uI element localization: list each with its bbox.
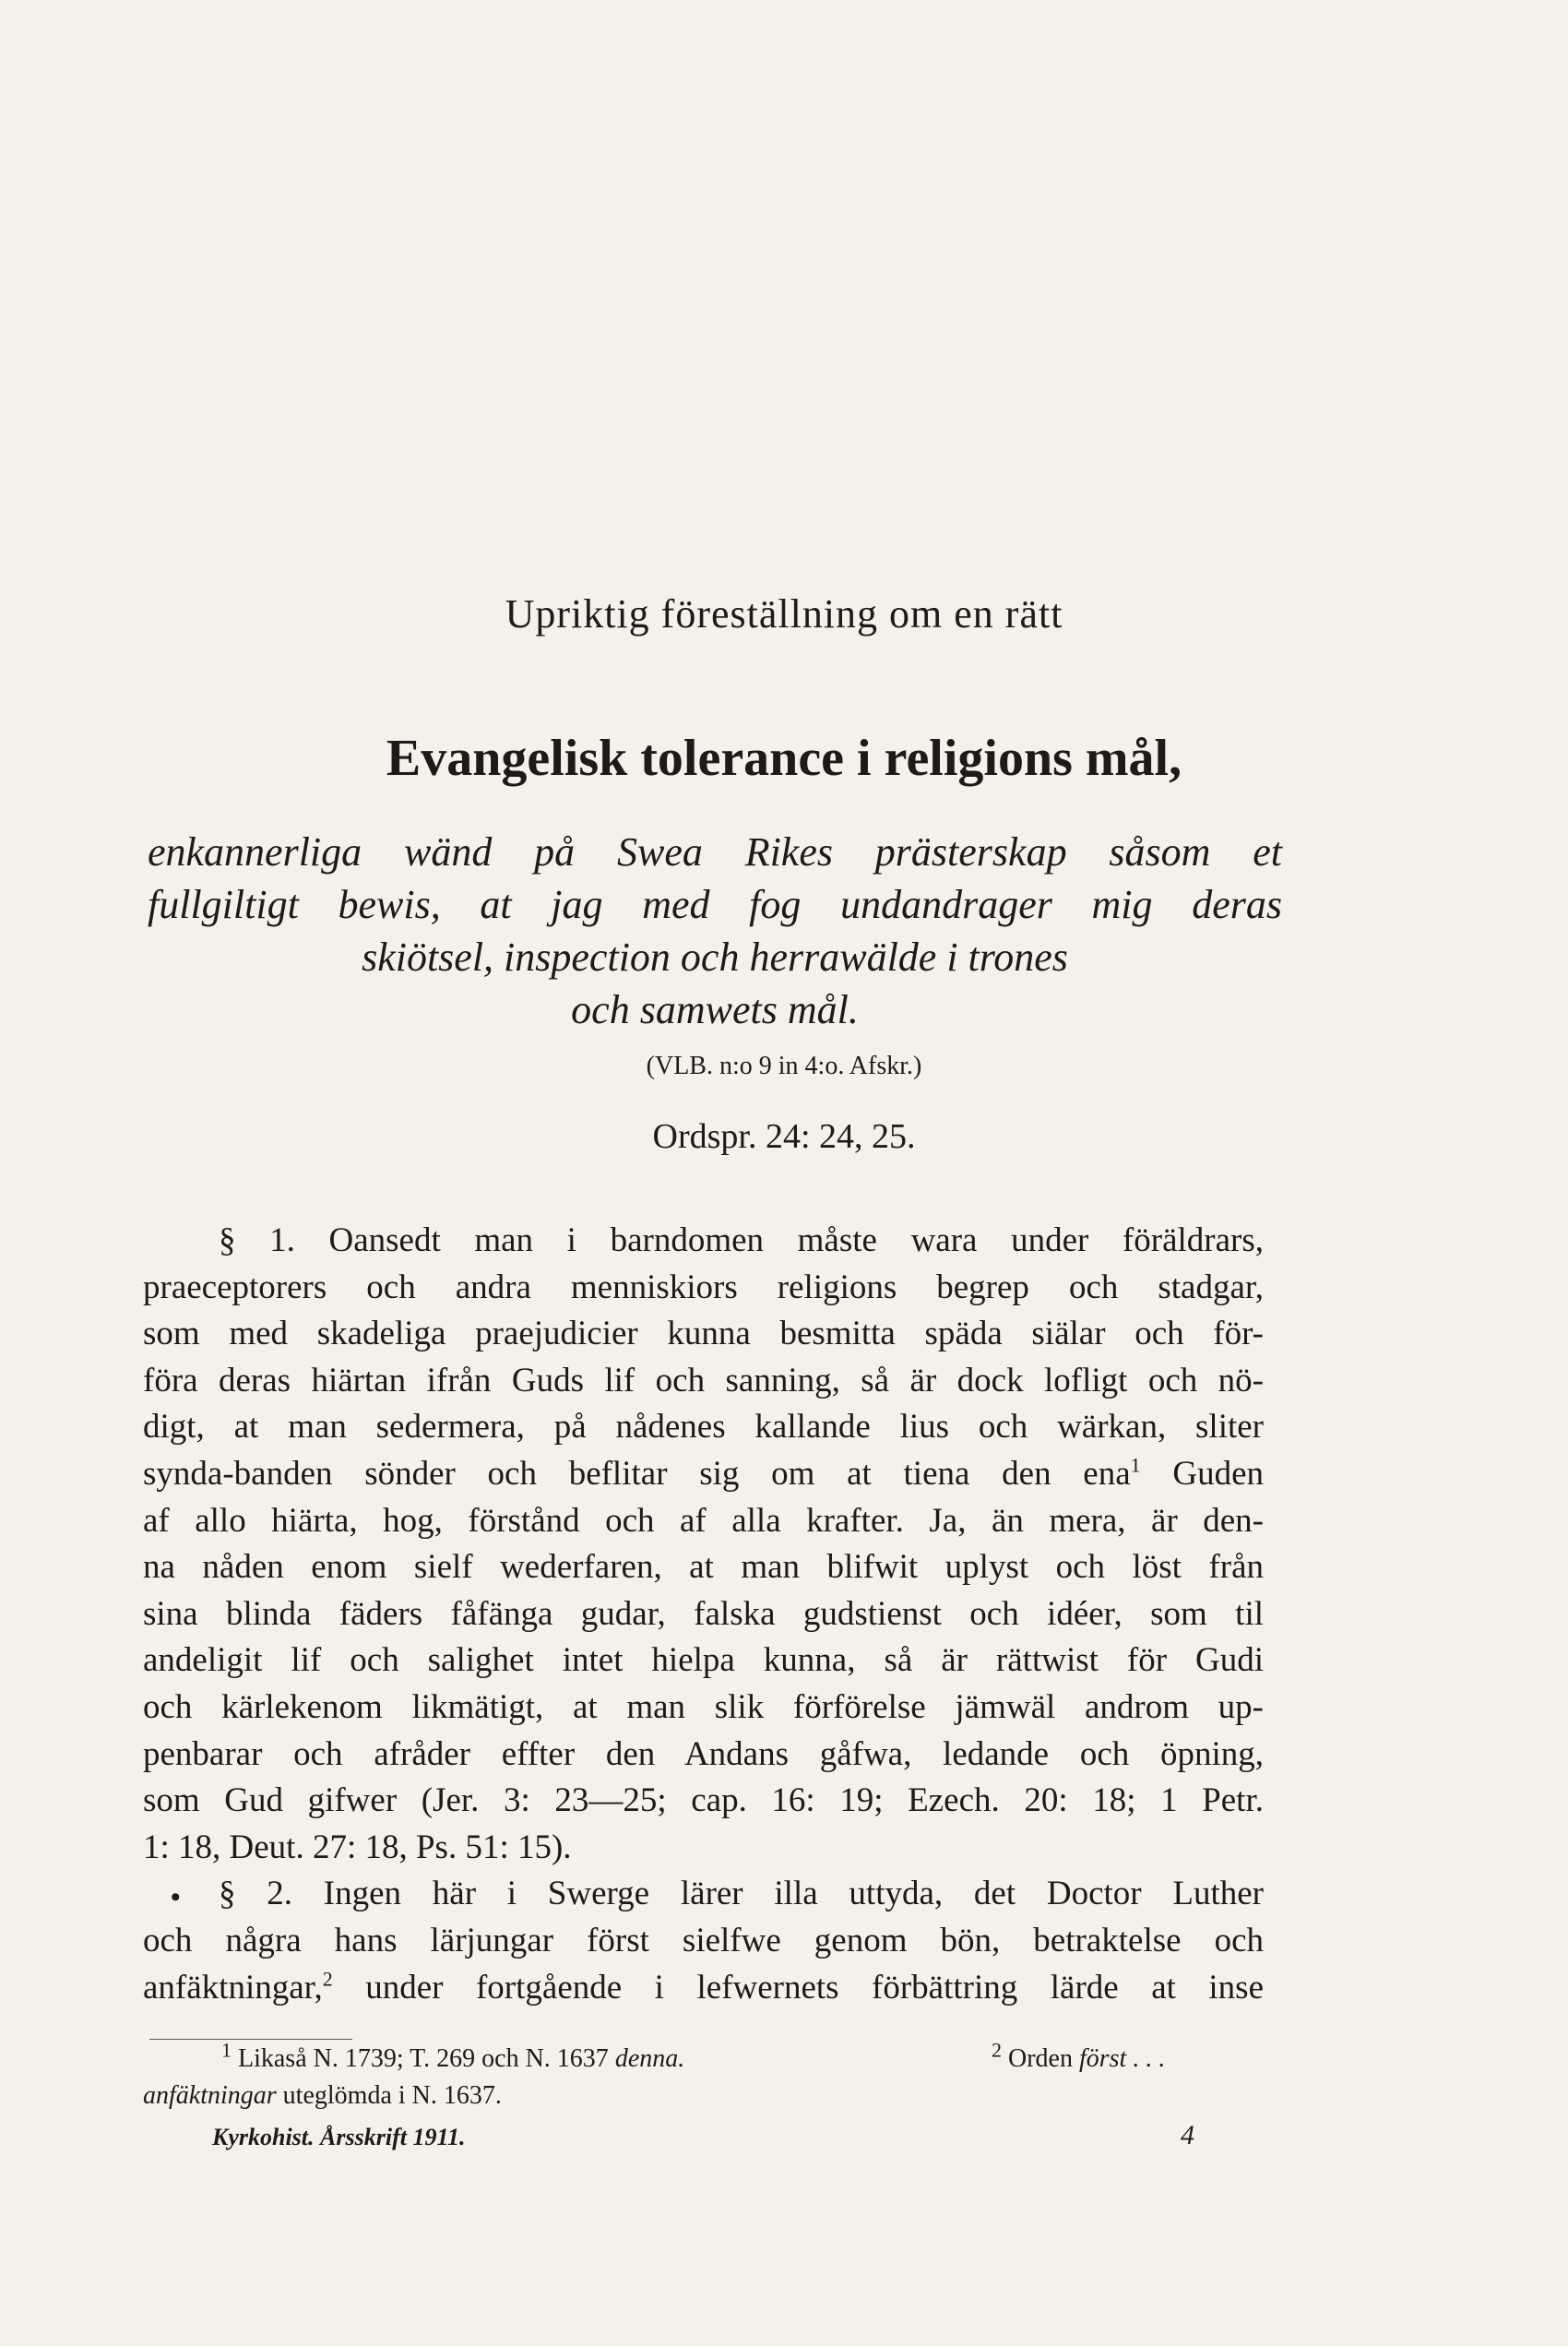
- text-line: och kärlekenom likmätigt, at man slik förförelse jämwäl androm up-: [143, 1687, 1264, 1726]
- footnote-divider: [149, 2039, 352, 2040]
- text-line: af allo hiärta, hog, förstånd och af alla krafter. Ja, än mera, är den-: [143, 1501, 1264, 1540]
- text-line: som med skadeliga praejudicier kunna besmitta späda siälar och för-: [143, 1315, 1264, 1353]
- text-line: § 1. Oansedt man i barndomen måste wara under föräldrars,: [219, 1221, 1264, 1259]
- source-reference: (VLB. n:o 9 in 4:o. Afskr.): [646, 1052, 922, 1080]
- footnote-text: uteglömda i N. 1637.: [282, 2081, 502, 2110]
- text-line: § 2. Ingen här i Swerge lärer illa uttyda, det Doctor Luther: [219, 1875, 1264, 1913]
- bullet-mark: •: [171, 1882, 181, 1912]
- text-fragment: synda-banden sönder och beflitar sig om at tiena den ena: [143, 1454, 1131, 1493]
- text-fragment: anfäktningar,: [143, 1968, 323, 2007]
- text-line: [143, 1965, 1264, 2012]
- footnote-number: 2: [992, 2038, 1002, 2062]
- subtitle-line: fullgiltigt bewis, at jag med fog undandrager mig deras: [148, 882, 1282, 927]
- text-line: och några hans lärjungar först sielfwe genom bön, betraktelse och: [143, 1921, 1264, 1959]
- paragraph-section-1: [143, 1218, 1264, 1871]
- text-line: sina blinda fäders fåfänga gudar, falska gudstienst och idéer, som til: [143, 1594, 1264, 1633]
- text-line: penbarar och afråder effter den Andans gåfwa, ledande och öpning,: [143, 1734, 1264, 1773]
- document-title: Evangelisk tolerance i religions mål,: [386, 730, 1182, 787]
- footnote-number: 1: [221, 2038, 232, 2062]
- body-text: [143, 1218, 1264, 2011]
- text-line: praeceptorers och andra menniskiors religions begrep och stadgar,: [143, 1268, 1264, 1306]
- text-line: 1: 18, Deut. 27: 18, Ps. 51: 15).: [143, 1828, 572, 1866]
- subtitle-line: skiötsel, inspection och herrawälde i trones: [362, 935, 1068, 980]
- motto-reference: Ordspr. 24: 24, 25.: [652, 1117, 916, 1156]
- footnotes: [143, 2038, 1264, 2114]
- footnote-italic: först . . .: [1078, 2044, 1166, 2073]
- text-line: andeligit lif och salighet intet hielpa kunna, så är rättwist för Gudi: [143, 1641, 1264, 1680]
- footnote-text: Orden: [1008, 2044, 1073, 2073]
- footnote-italic: denna.: [614, 2044, 685, 2073]
- footnote-marker-1: 1: [1130, 1453, 1141, 1477]
- subtitle-line: och samwets mål.: [571, 987, 859, 1032]
- text-line: na nåden enom sielf wederfaren, at man blifwit uplyst och löst från: [143, 1548, 1264, 1587]
- footnote-text: Likaså N. 1739; T. 269 och N. 1637: [238, 2044, 609, 2073]
- footnote-marker-2: 2: [322, 1967, 333, 1991]
- pretitle: Upriktig föreställning om en rätt: [505, 591, 1063, 637]
- paragraph-section-2: [143, 1871, 1264, 2011]
- page-number: 4: [1181, 2120, 1194, 2150]
- text-fragment: under fortgående i lefwernets förbättring lärde at inse: [365, 1968, 1264, 2007]
- journal-footer: Kyrkohist. Årsskrift 1911.: [212, 2124, 466, 2150]
- footnote-line: [143, 2078, 1264, 2114]
- subtitle-line: enkannerliga wänd på Swea Rikes prästerskap såsom et: [148, 829, 1282, 875]
- subtitle: [148, 826, 1282, 1036]
- text-line: som Gud gifwer (Jer. 3: 23—25; cap. 16: 19; Ezech. 20: 18; 1 Petr.: [143, 1781, 1264, 1820]
- footnote-italic: anfäktningar: [143, 2081, 277, 2110]
- text-fragment: Guden: [1172, 1454, 1264, 1493]
- text-line: digt, at man sedermera, på nådenes kallande lius och wärkan, sliter: [143, 1408, 1264, 1447]
- text-line: [143, 1451, 1264, 1498]
- text-line: föra deras hiärtan ifrån Guds lif och sanning, så är dock lofligt och nö-: [143, 1361, 1264, 1399]
- footnote-line: [143, 2038, 1264, 2078]
